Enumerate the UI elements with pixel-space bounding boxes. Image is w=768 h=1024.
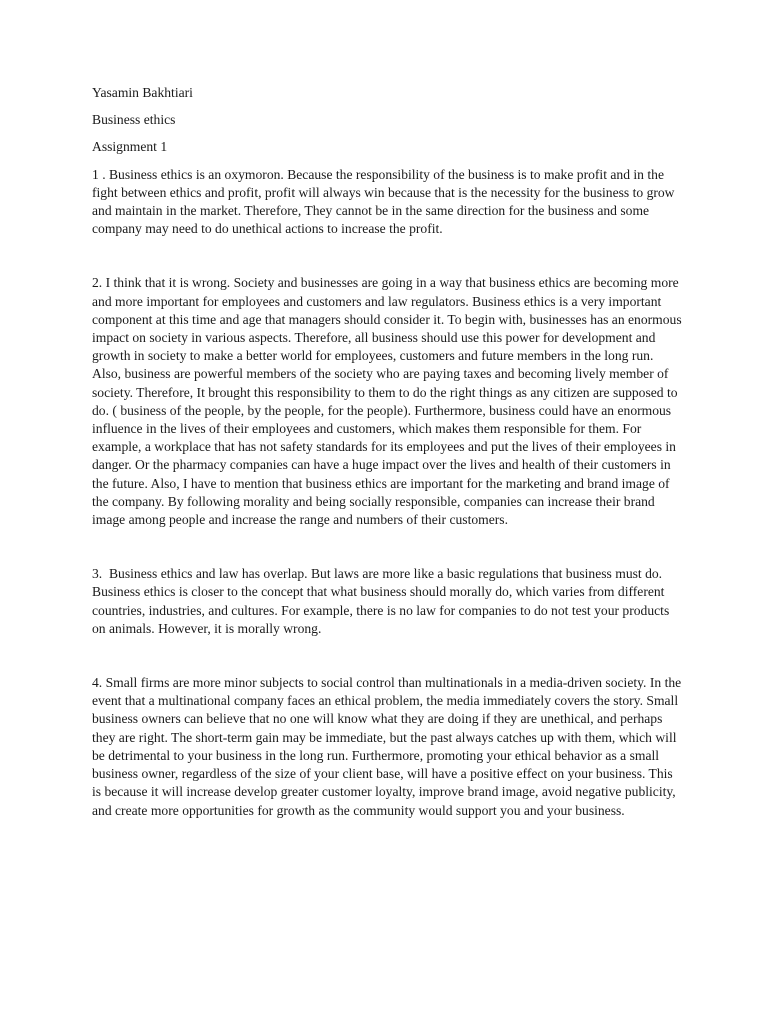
document-body [92,84,686,820]
answer-paragraph-2: 2. I think that it is wrong. Society and businesses are going in a way that business ethics are becoming more and more important for employees and customers and law regulators. Business ethics is a very important component at this time and age that managers should consider it. To begin with, businesses has an enormous impact on society in various aspects. Therefore, all business should use this power for development and growth in society to make a better world for employees, customers and future members in the long run. Also, business are powerful members of the society who are paying taxes and becoming lively member of society. Therefore, It brought this responsibility to them to do the right things as any citizen are supposed to do. ( business of the people, by the people, for the people). Furthermore, business could have an enormous influence in the lives of their employees and customers, which makes them responsible for them. For example, a workplace that has not safety standards for its employees and put the lives of their employees in danger. Or the pharmacy companies can have a huge impact over the lives and health of their customers in the future. Also, I have to mention that business ethics are important for the marketing and brand image of the company. By following morality and being socially responsible, companies can increase their brand image among people and increase the range and numbers of their customers. [92,275,686,528]
author-name: Yasamin Bakhtiari [92,85,193,100]
answer-paragraph-4: 4. Small firms are more minor subjects to social control than multinationals in a media-driven society. In the event that a multinational company faces an ethical problem, the media immediately covers the story. Small business owners can believe that no one will know what they are doing if they are unethical, and perhaps they are right. The short-term gain may be immediate, but the past always catches up with them, which will be detrimental to your business in the long run. Furthermore, promoting your ethical behavior as a small business owner, regardless of the size of your client base, will have a positive effect on your business. This is because it will increase develop greater customer loyalty, improve brand image, avoid negative publicity, and create more opportunities for growth as the community would support you and your business. [92,675,685,818]
answer-paragraph-1: 1 . Business ethics is an oxymoron. Because the responsibility of the business is to make profit and in the fight between ethics and profit, profit will always win because that is the necessity for the business to grow and maintain in the market. Therefore, They cannot be in the same direction for the business and some company may need to do unethical actions to increase the profit. [92,166,678,237]
assignment-title: Assignment 1 [92,139,168,155]
answer-paragraph-3: 3. Business ethics and law has overlap. But laws are more like a basic regulations that business must do. Business ethics is closer to the concept that what business should morally do, which varies from different countries, industries, and cultures. For example, there is no law for companies to do not test your products on animals. However, it is morally wrong. [92,566,673,636]
course-title: Business ethics [92,112,176,128]
